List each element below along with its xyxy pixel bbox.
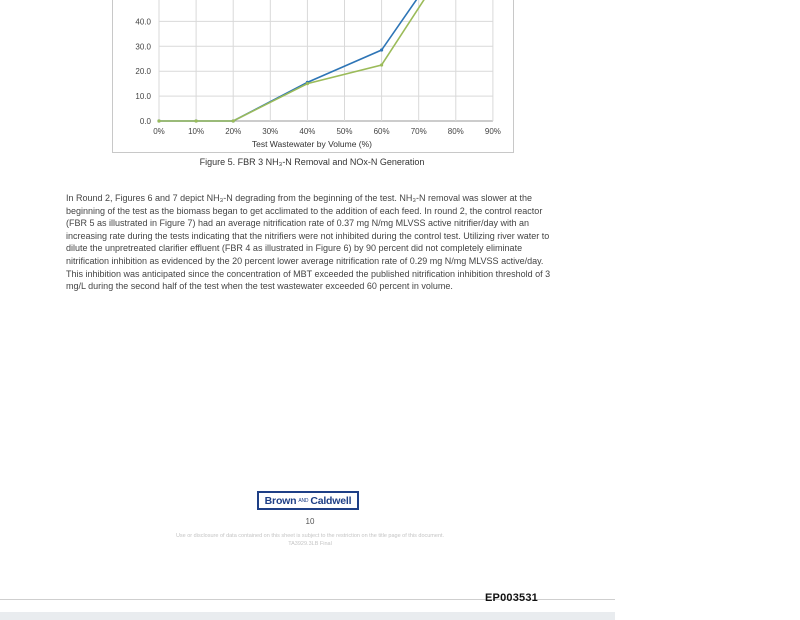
logo-text-and: AND — [298, 497, 309, 504]
x-tick-label: 50% — [336, 127, 353, 136]
figure-caption: Figure 5. FBR 3 NH₃-N Removal and NOx-N Generation — [199, 157, 425, 167]
footer-note — [150, 532, 470, 548]
series-line-nox-n-generation — [159, 0, 426, 121]
x-tick-label: 90% — [484, 127, 501, 136]
line-chart — [113, 0, 513, 152]
data-point-nox-n-generation — [380, 63, 383, 66]
x-tick-label: 80% — [447, 127, 464, 136]
chart-frame — [112, 0, 514, 153]
x-tick-label: 60% — [373, 127, 390, 136]
logo-text-brown: Brown — [264, 494, 297, 507]
page-number: 10 — [305, 517, 315, 526]
x-tick-label: 70% — [410, 127, 427, 136]
data-point-nox-n-generation — [232, 119, 235, 122]
data-point-nox-n-generation — [306, 82, 309, 85]
footer-note-line-2: TA3929.3LB Final — [288, 541, 332, 547]
data-point-nox-n-generation — [157, 119, 160, 122]
footer-note-line-1: Use or disclosure of data contained on this sheet is subject to the restriction on the title page of this document. — [175, 533, 445, 539]
x-axis-title: Test Wastewater by Volume (%) — [251, 139, 373, 149]
brown-and-caldwell-logo — [257, 491, 359, 510]
y-tick-label: 40.0 — [135, 17, 151, 27]
series-line-nh3-n-removal — [159, 0, 419, 121]
logo-text-caldwell: Caldwell — [310, 494, 352, 507]
bates-number: EP003531 — [485, 592, 538, 604]
x-tick-label: 20% — [225, 127, 242, 136]
x-tick-label: 10% — [188, 127, 205, 136]
y-tick-label: 10.0 — [135, 92, 151, 102]
data-point-nox-n-generation — [195, 119, 198, 122]
data-point-nh3-n-removal — [380, 48, 383, 51]
y-tick-label: 0.0 — [139, 117, 151, 126]
body-paragraph: In Round 2, Figures 6 and 7 depict NH₃-N degrading from the beginning of the test. NH₃-N removal was slower at the beginning of the test as the biomass began to get acclimated to the addition of each feed. In round 2, the control reactor (FBR 5 as illustrated in Figure 7) had an average nitrification rate of 0.37 mg N/mg MLVSS active nitrifier/day with an increasing rate during the tests indicating that the nitrifiers were not inhibited during the control test. Utilizing river water to dilute the unpretreated clarifier effluent (FBR 4 as illustrated in Figure 6) by 90 percent did not completely eliminate nitrification inhibition as evidenced by the 20 percent lower average nitrification rate of 0.29 mg N/mg MLVSS active/day. This inhibition was anticipated since the concentration of MBT exceeded the published nitrification inhibition threshold of 3 mg/L during the second half of the test when the test wastewater exceeded 60 percent in volume. — [66, 193, 551, 292]
scan-edge-band — [0, 612, 615, 620]
x-tick-label: 30% — [262, 127, 279, 136]
y-tick-label: 20.0 — [135, 67, 151, 77]
x-tick-label: 40% — [299, 127, 316, 136]
x-tick-label: 0% — [153, 127, 165, 136]
y-tick-label: 30.0 — [135, 42, 151, 52]
